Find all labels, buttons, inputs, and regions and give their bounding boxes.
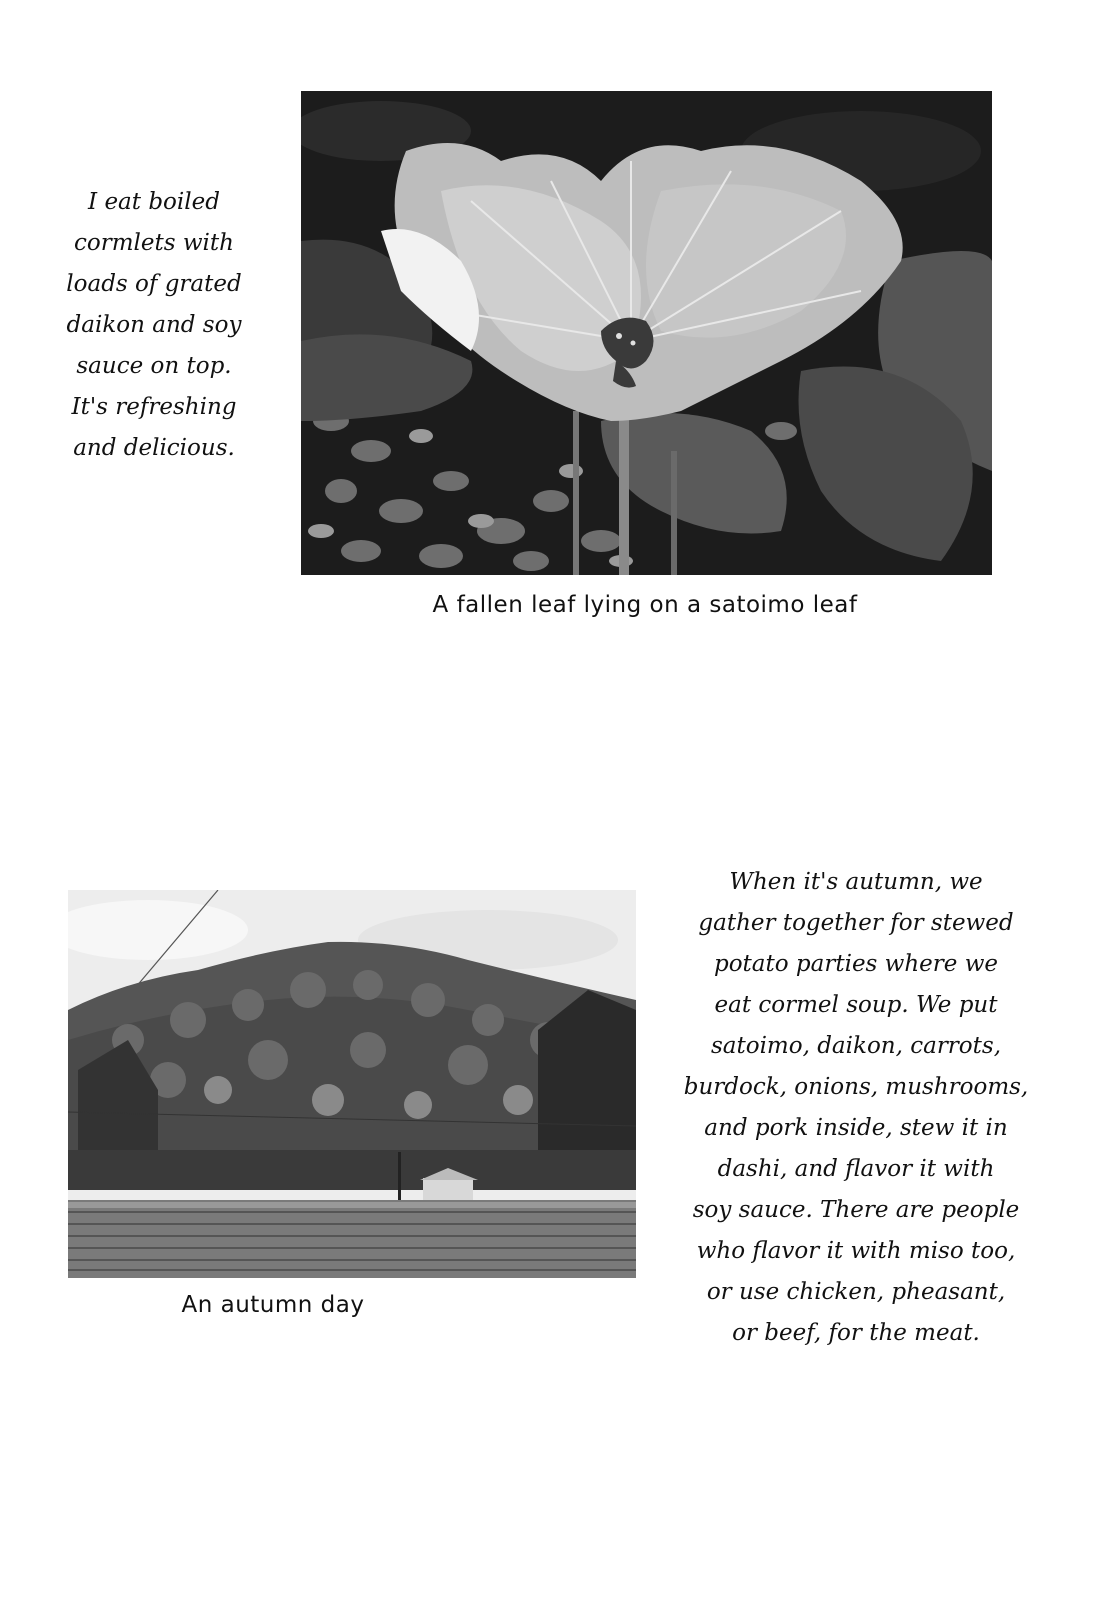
text-line: eat cormel soup. We put — [714, 992, 998, 1018]
autumn-day-photo — [68, 890, 636, 1278]
text-line: or use chicken, pheasant, — [706, 1279, 1006, 1305]
text-line: potato parties where we — [713, 951, 998, 977]
text-line: When it's autumn, we — [729, 869, 983, 895]
text-line: and delicious. — [73, 435, 235, 461]
photo-2-caption: An autumn day — [181, 1292, 365, 1318]
text-line: who flavor it with miso too, — [696, 1238, 1016, 1264]
intro-text-block — [40, 182, 268, 469]
photo-1-caption: A fallen leaf lying on a satoimo leaf — [432, 592, 858, 618]
text-line: gather together for stewed — [698, 910, 1014, 936]
text-line: dashi, and flavor it with — [717, 1156, 995, 1182]
text-line: or beef, for the meat. — [732, 1320, 980, 1346]
text-line: I eat boiled — [88, 189, 220, 215]
text-line: loads of grated — [66, 271, 242, 297]
text-line: sauce on top. — [76, 353, 232, 379]
text-line: cormlets with — [74, 230, 234, 256]
autumn-text-block — [660, 862, 1052, 1354]
text-line: It's refreshing — [71, 394, 237, 420]
text-line: soy sauce. There are people — [692, 1197, 1020, 1223]
satoimo-leaf-photo — [301, 91, 992, 575]
text-line: burdock, onions, mushrooms, — [683, 1074, 1029, 1100]
text-line: and pork inside, stew it in — [704, 1115, 1008, 1141]
text-line: satoimo, daikon, carrots, — [710, 1033, 1002, 1059]
text-line: daikon and soy — [66, 312, 242, 338]
